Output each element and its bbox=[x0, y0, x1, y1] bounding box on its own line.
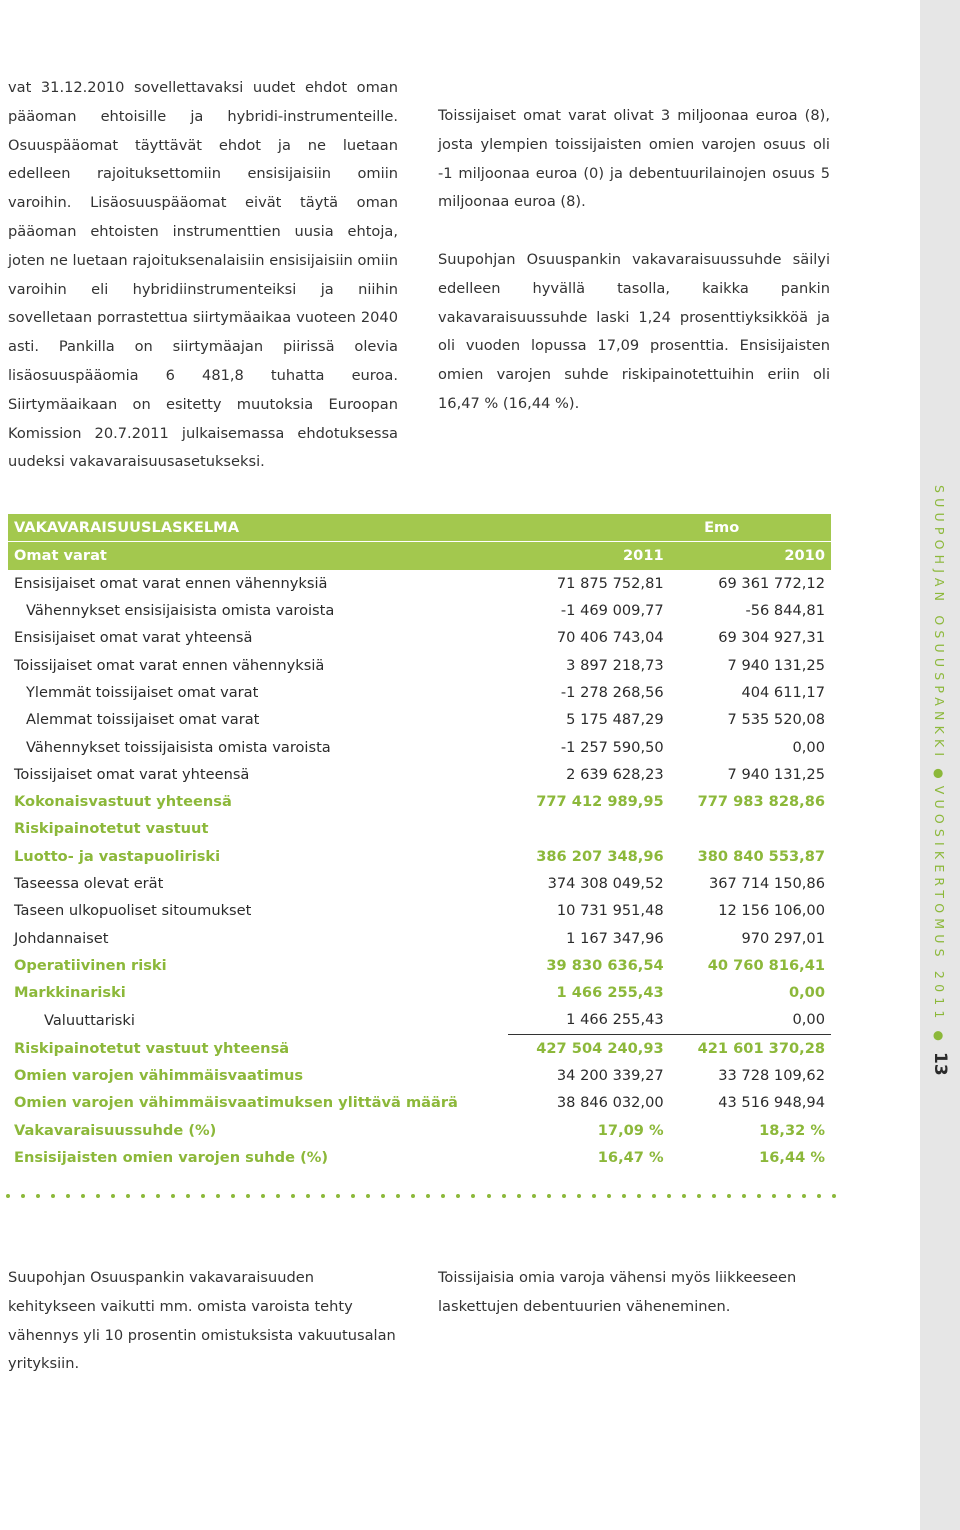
row-value-2011: 70 406 743,04 bbox=[556, 629, 664, 647]
table-row bbox=[8, 897, 831, 924]
row-label: Ensisijaisten omien varojen suhde (%) bbox=[14, 1148, 329, 1166]
group-label: Emo bbox=[508, 514, 831, 542]
row-label: Toissijaiset omat varat yhteensä bbox=[14, 765, 250, 783]
row-label: Ylemmät toissijaiset omat varat bbox=[26, 683, 259, 701]
separator-dot bbox=[36, 1194, 40, 1198]
separator-dot bbox=[697, 1194, 701, 1198]
row-value-2011: 374 308 049,52 bbox=[547, 875, 664, 892]
separator-dot bbox=[111, 1194, 115, 1198]
separator-dot bbox=[216, 1194, 220, 1198]
table-row bbox=[8, 706, 831, 733]
row-value-2011: 1 466 255,43 bbox=[556, 984, 664, 1002]
sidebar-running-header bbox=[930, 485, 950, 1076]
table-header-row bbox=[8, 542, 831, 570]
row-label: Alemmat toissijaiset omat varat bbox=[26, 711, 260, 729]
row-value-2011: 38 846 032,00 bbox=[556, 1094, 664, 1112]
row-label: Omien varojen vähimmäisvaatimus bbox=[14, 1067, 304, 1085]
row-label: Kokonaisvastuut yhteensä bbox=[14, 793, 232, 811]
separator-dot bbox=[517, 1194, 521, 1198]
row-value-2011 bbox=[508, 815, 669, 842]
paragraph: vat 31.12.2010 sovellettavaksi uudet ehdot oman pääoman ehtoisille ja hybridi-instrumenteille. Osuuspääomat täyttävät ehdot ja ne luetaan edelleen rajoituksettomiin ensisijaisiin omiin varoihin. Lisäosuuspääomat eivät täytä oman pääoman ehtoisten instrumenttien uusia ehtoja, joten ne luetaan rajoituksenalaisiin ensisijaisiin omiin varoihin eli hybridiinstrumenteiksi ja niihin sovelletaan porrastettua siirtymäaikaa vuoteen 2040 asti. Pankilla on siirtymäajan piirissä olevia lisäosuuspääomia 6 481,8 tuhatta euroa. Siirtymäaikaan on esitetty muutoksia Euroopan Komission 20.7.2011 julkaisemassa ehdotuksessa uudeksi vakavaraisuusasetukseksi. bbox=[8, 79, 398, 471]
separator-dot bbox=[441, 1194, 445, 1198]
bullet-icon: ● bbox=[932, 768, 946, 779]
row-value-2011: 10 731 951,48 bbox=[556, 902, 664, 920]
row-label: Valuuttariski bbox=[44, 1011, 135, 1029]
row-value-2010: 7 940 131,25 bbox=[727, 765, 825, 783]
dotted-separator bbox=[6, 1192, 836, 1200]
table-row bbox=[8, 870, 831, 897]
paragraph: Suupohjan Osuuspankin vakavaraisuuden kehitykseen vaikutti mm. omista varoista tehty vähennys yli 10 prosentin omistuksista vakuutusalan yrityksiin. bbox=[8, 1269, 396, 1373]
table-row-highlight bbox=[8, 1117, 831, 1144]
separator-dot bbox=[607, 1194, 611, 1198]
row-value-2010: 0,00 bbox=[670, 1006, 831, 1034]
row-value-2010: 18,32 % bbox=[759, 1121, 825, 1139]
table-row-highlight bbox=[8, 979, 831, 1006]
row-value-2010: 16,44 % bbox=[759, 1148, 825, 1166]
row-value-2010: 777 983 828,86 bbox=[697, 793, 825, 811]
separator-dot bbox=[772, 1194, 776, 1198]
separator-dot bbox=[712, 1194, 716, 1198]
separator-dot bbox=[652, 1194, 656, 1198]
separator-dot bbox=[532, 1194, 536, 1198]
row-value-2010: 40 760 816,41 bbox=[707, 956, 825, 974]
page-number: 13 bbox=[930, 1052, 950, 1076]
separator-dot bbox=[21, 1194, 25, 1198]
row-label: Toissijaiset omat varat ennen vähennyksiä bbox=[14, 656, 325, 674]
table-row bbox=[8, 651, 831, 678]
row-value-2010: 7 940 131,25 bbox=[727, 656, 825, 674]
row-value-2010: -56 844,81 bbox=[745, 602, 825, 620]
separator-dot bbox=[381, 1194, 385, 1198]
row-label: Markkinariski bbox=[14, 984, 126, 1002]
row-value-2011: 39 830 636,54 bbox=[546, 956, 664, 974]
row-value-2011: 17,09 % bbox=[597, 1121, 664, 1139]
separator-dot bbox=[742, 1194, 746, 1198]
separator-dot bbox=[366, 1194, 370, 1198]
table-row bbox=[8, 1062, 831, 1089]
row-label: Ensisijaiset omat varat ennen vähennyksiä bbox=[14, 574, 328, 592]
row-value-2010: 0,00 bbox=[792, 738, 825, 756]
row-value-2010: 380 840 553,87 bbox=[697, 847, 825, 865]
separator-dot bbox=[682, 1194, 686, 1198]
separator-dot bbox=[622, 1194, 626, 1198]
row-value-2010: 421 601 370,28 bbox=[697, 1039, 825, 1057]
row-value-2011: 1 466 255,43 bbox=[508, 1006, 669, 1034]
table-title-row bbox=[8, 514, 831, 542]
row-value-2011: 16,47 % bbox=[597, 1148, 664, 1166]
separator-dot bbox=[757, 1194, 761, 1198]
row-value-2011: 2 639 628,23 bbox=[566, 765, 664, 783]
separator-dot bbox=[246, 1194, 250, 1198]
row-label: Luotto- ja vastapuoliriski bbox=[14, 847, 221, 865]
paragraph: Toissijaisia omia varoja vähensi myös liikkeeseen laskettujen debentuurien väheneminen. bbox=[438, 1269, 797, 1315]
row-value-2010: 33 728 109,62 bbox=[718, 1067, 825, 1085]
separator-dot bbox=[787, 1194, 791, 1198]
separator-dot bbox=[66, 1194, 70, 1198]
row-value-2010: 367 714 150,86 bbox=[708, 875, 825, 892]
row-label: Vähennykset toissijaisista omista varoista bbox=[26, 738, 331, 756]
capital-adequacy-table bbox=[8, 514, 831, 1171]
row-value-2011: 3 897 218,73 bbox=[566, 656, 664, 674]
row-label: Omien varojen vähimmäisvaatimuksen ylittävä määrä bbox=[14, 1094, 458, 1112]
separator-dot bbox=[51, 1194, 55, 1198]
row-value-2011: 71 875 752,81 bbox=[556, 574, 664, 592]
table-row-highlight bbox=[8, 843, 831, 870]
row-value-2011: 777 412 989,95 bbox=[536, 793, 664, 811]
row-label: Riskipainotetut vastuut yhteensä bbox=[14, 1039, 290, 1057]
separator-dot bbox=[802, 1194, 806, 1198]
separator-dot bbox=[396, 1194, 400, 1198]
body-text-bottom-right bbox=[438, 1264, 830, 1322]
separator-dot bbox=[487, 1194, 491, 1198]
row-value-2011: 34 200 339,27 bbox=[556, 1067, 664, 1085]
row-value-2011: -1 257 590,50 bbox=[560, 738, 664, 756]
row-value-2010: 12 156 106,00 bbox=[718, 902, 825, 920]
separator-dot bbox=[201, 1194, 205, 1198]
paragraph: Suupohjan Osuuspankin vakavaraisuussuhde säilyi edelleen hyvällä tasolla, kaikka pankin vakavaraisuussuhde laski 1,24 prosenttiyksikköä ja oli vuoden lopussa 17,09 prosenttia. Ensisijaisten omien varojen suhde riskipainotettuihin eriin oli 16,47 % (16,44 %). bbox=[438, 250, 830, 412]
row-label: Operatiivinen riski bbox=[14, 956, 167, 974]
table-title: VAKAVARAISUUSLASKELMA bbox=[8, 514, 508, 542]
body-text-left bbox=[8, 74, 398, 477]
row-value-2011: 5 175 487,29 bbox=[566, 711, 664, 729]
separator-dot bbox=[562, 1194, 566, 1198]
row-label: Taseen ulkopuoliset sitoumukset bbox=[14, 902, 252, 920]
sidebar-report-title: VUOSIKERTOMUS 2011 bbox=[932, 785, 947, 1024]
row-value-2011: -1 278 268,56 bbox=[560, 683, 664, 701]
row-value-2010: 43 516 948,94 bbox=[718, 1094, 825, 1112]
separator-dot bbox=[261, 1194, 265, 1198]
table-row bbox=[8, 1006, 831, 1034]
table-row bbox=[8, 679, 831, 706]
separator-dot bbox=[171, 1194, 175, 1198]
row-label: Ensisijaiset omat varat yhteensä bbox=[14, 629, 253, 647]
table-row bbox=[8, 1089, 831, 1116]
table-row-highlight bbox=[8, 1034, 831, 1062]
separator-dot bbox=[231, 1194, 235, 1198]
table-row-highlight bbox=[8, 952, 831, 979]
separator-dot bbox=[577, 1194, 581, 1198]
row-value-2010: 69 304 927,31 bbox=[718, 629, 825, 647]
row-label: Riskipainotetut vastuut bbox=[14, 820, 209, 838]
separator-dot bbox=[727, 1194, 731, 1198]
bullet-icon: ● bbox=[932, 1030, 946, 1042]
table-row bbox=[8, 570, 831, 597]
separator-dot bbox=[141, 1194, 145, 1198]
body-text-bottom-left bbox=[8, 1264, 398, 1379]
sidebar-publisher: SUUPOHJAN OSUUSPANKKI bbox=[932, 485, 947, 762]
separator-dot bbox=[126, 1194, 130, 1198]
table-row-highlight bbox=[8, 788, 831, 815]
year-header: 2010 bbox=[670, 542, 831, 570]
table-row-highlight bbox=[8, 815, 831, 842]
separator-dot bbox=[81, 1194, 85, 1198]
table-row-highlight bbox=[8, 1144, 831, 1171]
separator-dot bbox=[306, 1194, 310, 1198]
row-value-2011: -1 469 009,77 bbox=[560, 602, 664, 620]
separator-dot bbox=[456, 1194, 460, 1198]
row-value-2010 bbox=[670, 815, 831, 842]
row-value-2010: 7 535 520,08 bbox=[727, 711, 825, 729]
separator-dot bbox=[291, 1194, 295, 1198]
row-value-2010: 69 361 772,12 bbox=[718, 574, 825, 592]
year-header: 2011 bbox=[508, 542, 669, 570]
row-value-2011: 1 167 347,96 bbox=[566, 929, 664, 947]
separator-dot bbox=[156, 1194, 160, 1198]
section-label: Omat varat bbox=[8, 542, 508, 570]
body-text-right bbox=[438, 102, 830, 419]
separator-dot bbox=[426, 1194, 430, 1198]
row-label: Vähennykset ensisijaisista omista varoista bbox=[26, 602, 335, 620]
separator-dot bbox=[411, 1194, 415, 1198]
table-row bbox=[8, 761, 831, 788]
separator-dot bbox=[276, 1194, 280, 1198]
separator-dot bbox=[637, 1194, 641, 1198]
separator-dot bbox=[817, 1194, 821, 1198]
separator-dot bbox=[6, 1194, 10, 1198]
separator-dot bbox=[351, 1194, 355, 1198]
row-label: Vakavaraisuussuhde (%) bbox=[14, 1121, 217, 1139]
separator-dot bbox=[832, 1194, 836, 1198]
separator-dot bbox=[547, 1194, 551, 1198]
row-value-2011: 427 504 240,93 bbox=[536, 1039, 664, 1057]
paragraph: Toissijaiset omat varat olivat 3 miljoonaa euroa (8), josta ylempien toissijaisten omien varojen osuus oli -1 miljoonaa euroa (0) ja debentuurilainojen osuus 5 miljoonaa euroa (8). bbox=[438, 107, 830, 211]
row-value-2010: 970 297,01 bbox=[741, 929, 825, 947]
table-row bbox=[8, 733, 831, 760]
separator-dot bbox=[592, 1194, 596, 1198]
separator-dot bbox=[336, 1194, 340, 1198]
row-value-2010: 404 611,17 bbox=[741, 683, 825, 701]
separator-dot bbox=[471, 1194, 475, 1198]
row-value-2010: 0,00 bbox=[788, 984, 825, 1002]
row-label: Taseessa olevat erät bbox=[14, 875, 164, 892]
row-label: Johdannaiset bbox=[14, 929, 109, 947]
table-row bbox=[8, 624, 831, 651]
table-row bbox=[8, 597, 831, 624]
separator-dot bbox=[321, 1194, 325, 1198]
separator-dot bbox=[96, 1194, 100, 1198]
separator-dot bbox=[186, 1194, 190, 1198]
row-value-2011: 386 207 348,96 bbox=[536, 847, 664, 865]
separator-dot bbox=[502, 1194, 506, 1198]
table-row bbox=[8, 924, 831, 951]
separator-dot bbox=[667, 1194, 671, 1198]
